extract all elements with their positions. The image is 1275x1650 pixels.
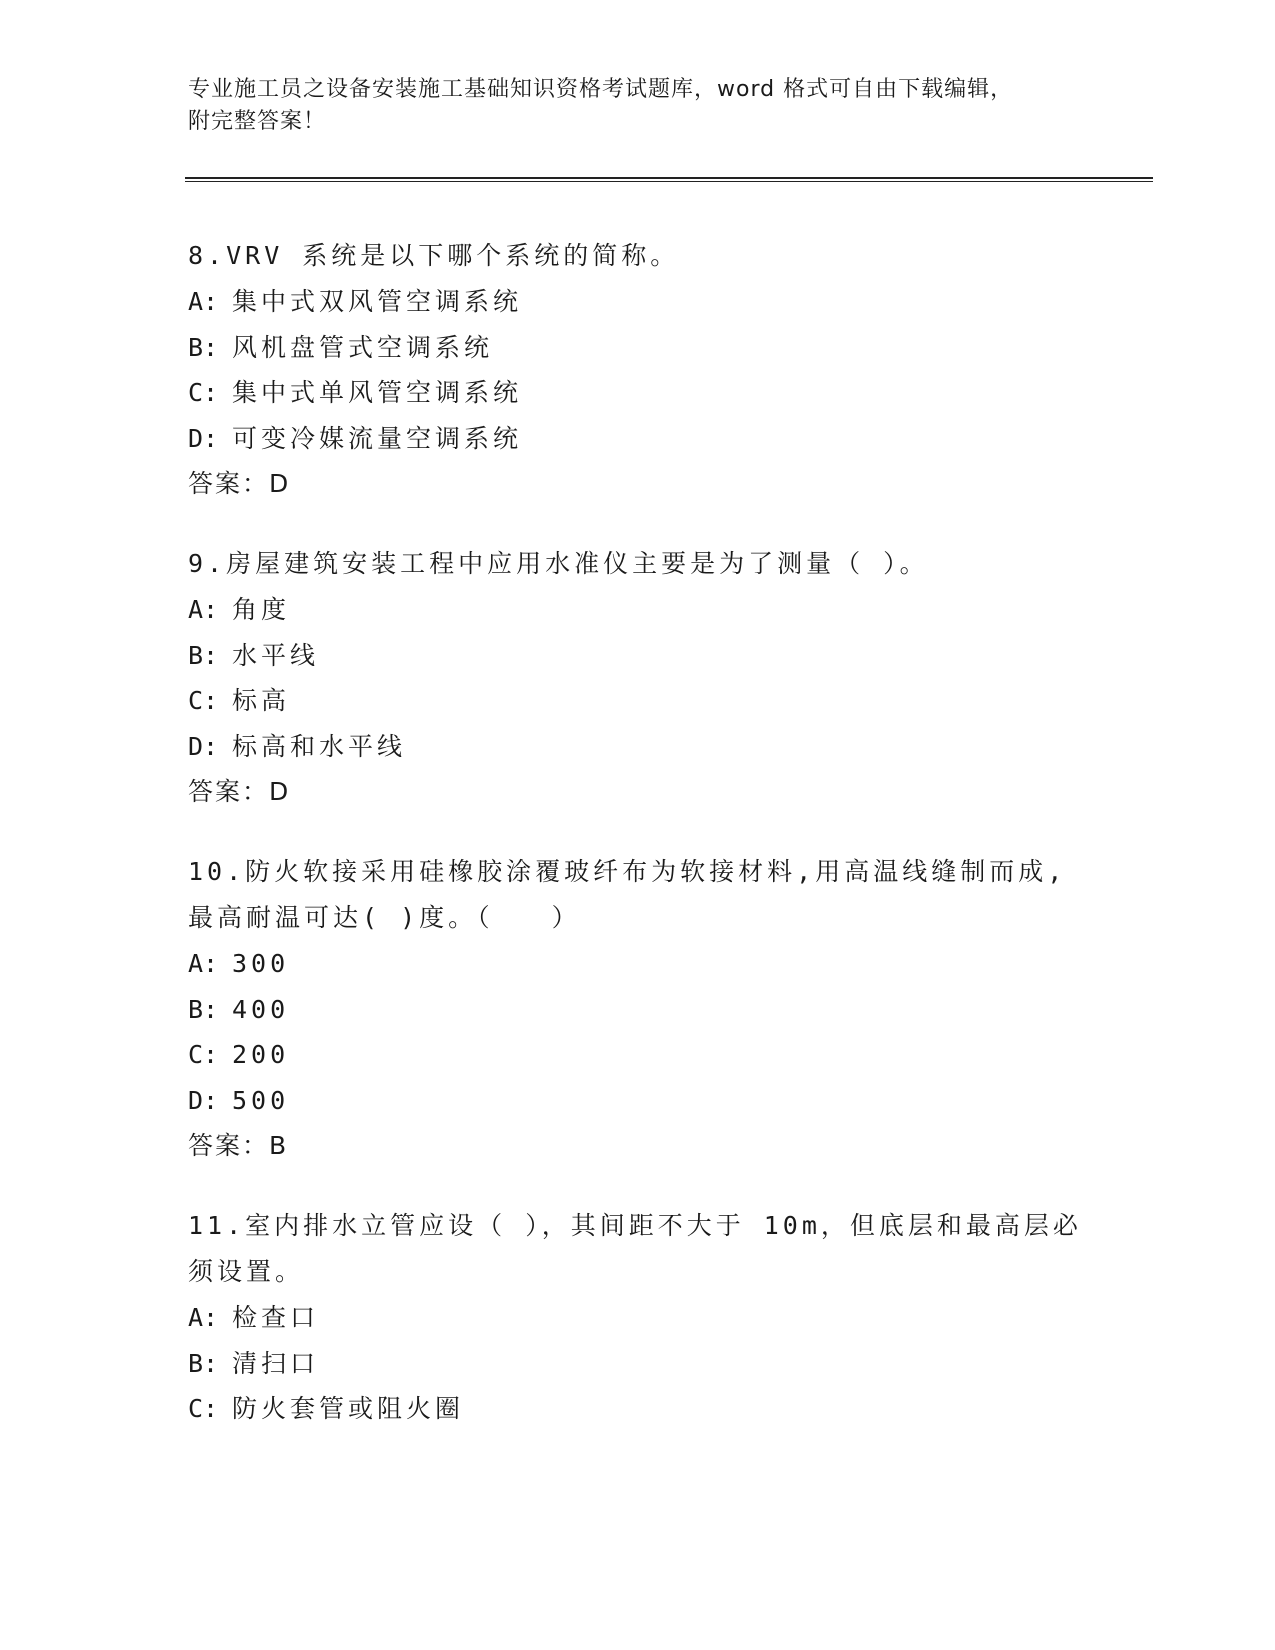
answer-line: 答案：D	[188, 469, 291, 498]
option-c	[188, 370, 1088, 416]
question-text: 8.VRV 系统是以下哪个系统的简称。	[188, 241, 680, 270]
option-b	[188, 1341, 1088, 1387]
option-key: D:	[188, 1085, 219, 1115]
option-text: 角度	[232, 595, 291, 624]
option-key: C:	[188, 1040, 219, 1069]
option-key: A:	[188, 1303, 219, 1332]
option-text: 集中式双风管空调系统	[232, 287, 523, 316]
header-line-1: 专业施工员之设备安装施工基础知识资格考试题库，word 格式可自由下载编辑，	[188, 77, 1014, 102]
option-key: D:	[188, 731, 219, 761]
option-b	[188, 633, 1088, 679]
answer-line: 答案：D	[188, 777, 291, 806]
option-a	[188, 1295, 1088, 1341]
option-a	[188, 941, 1088, 987]
option-text: 300	[232, 949, 290, 978]
option-key: D:	[188, 423, 219, 453]
option-key: A:	[188, 287, 219, 316]
option-d	[188, 416, 1088, 462]
option-key: B:	[188, 994, 219, 1024]
question-11	[188, 1203, 1088, 1432]
option-d	[188, 724, 1088, 770]
option-c	[188, 678, 1088, 724]
option-b	[188, 325, 1088, 371]
option-c	[188, 1032, 1088, 1078]
option-text: 清扫口	[232, 1348, 320, 1378]
answer-line: 答案：B	[188, 1131, 289, 1160]
option-key: A:	[188, 595, 219, 624]
option-text: 标高和水平线	[232, 731, 407, 761]
document-header	[188, 74, 1068, 138]
option-key: B:	[188, 1348, 219, 1378]
option-text: 可变冷媒流量空调系统	[232, 423, 523, 453]
question-8	[188, 233, 1088, 507]
option-text: 风机盘管式空调系统	[232, 332, 494, 362]
option-text: 500	[232, 1085, 290, 1115]
option-c	[188, 1386, 1088, 1432]
question-10	[188, 849, 1088, 1169]
option-text: 标高	[232, 686, 291, 715]
option-text: 防火套管或阻火圈	[232, 1394, 465, 1423]
question-text: 9.房屋建筑安装工程中应用水准仪主要是为了测量（ ）。	[188, 549, 929, 578]
option-key: B:	[188, 640, 219, 670]
option-a	[188, 587, 1088, 633]
option-key: C:	[188, 686, 219, 715]
option-text: 400	[232, 994, 290, 1024]
question-text: 10.防火软接采用硅橡胶涂覆玻纤布为软接材料,用高温线缝制而成,最高耐温可达( )度。（ ）	[188, 857, 1067, 932]
question-list	[188, 233, 1088, 1466]
question-text: 11.室内排水立管应设（ ），其间距不大于 10m，但底层和最高层必须设置。	[188, 1211, 1082, 1286]
option-text: 集中式单风管空调系统	[232, 378, 523, 407]
option-key: A:	[188, 949, 219, 978]
option-a	[188, 279, 1088, 325]
header-divider	[185, 177, 1153, 182]
option-key: C:	[188, 1394, 219, 1423]
option-text: 水平线	[232, 640, 320, 670]
option-d	[188, 1078, 1088, 1124]
header-line-2: 附完整答案！	[188, 109, 327, 134]
option-text: 检查口	[232, 1303, 320, 1332]
option-text: 200	[232, 1040, 290, 1069]
question-9	[188, 541, 1088, 815]
option-key: B:	[188, 332, 219, 362]
option-key: C:	[188, 378, 219, 407]
option-b	[188, 987, 1088, 1033]
